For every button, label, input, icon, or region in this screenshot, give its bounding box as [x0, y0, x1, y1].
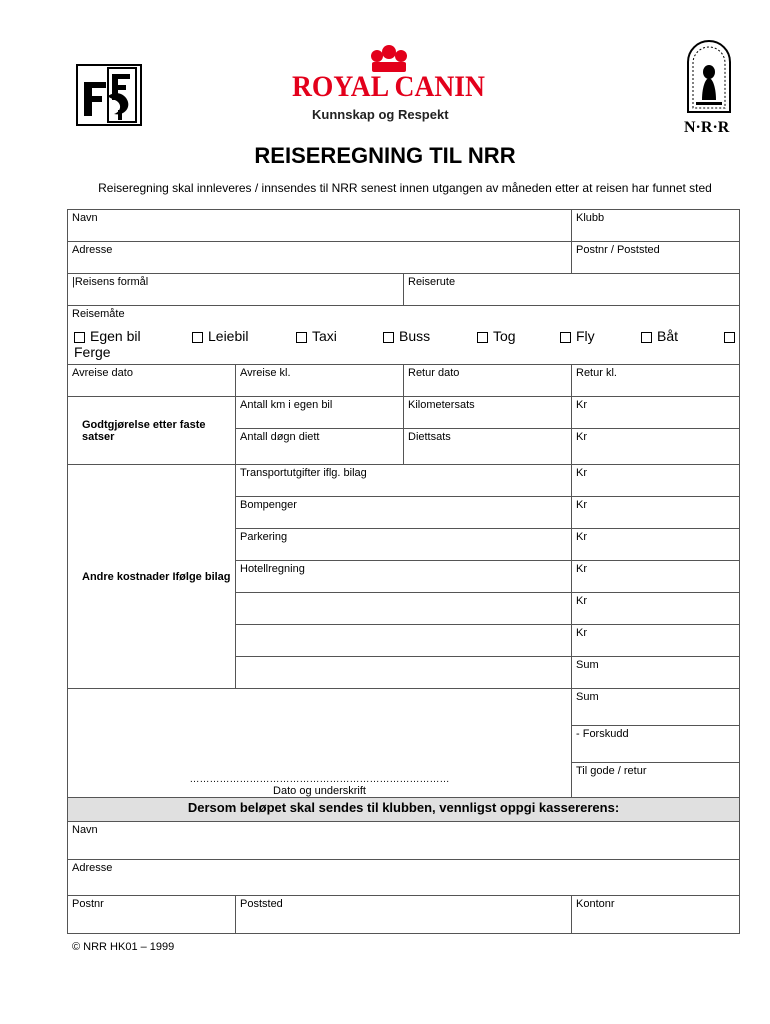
mode-leiebil[interactable]: Leiebil: [192, 328, 248, 344]
other-costs-label: Andre kostnader Ifølge bilag: [68, 465, 236, 689]
km-rate-field[interactable]: Kilometersats: [404, 397, 572, 429]
mode-taxi[interactable]: Taxi: [296, 328, 337, 344]
mode-buss[interactable]: Buss: [383, 328, 430, 344]
mode-fly[interactable]: Fly: [560, 328, 595, 344]
cost-item[interactable]: [236, 625, 572, 657]
checkbox[interactable]: [296, 332, 307, 343]
treasurer-poststed-field[interactable]: Poststed: [236, 896, 572, 934]
forskudd-field[interactable]: - Forskudd: [572, 726, 740, 763]
page-title: REISEREGNING TIL NRR: [254, 143, 516, 168]
til-gode-field[interactable]: Til gode / retur: [572, 763, 740, 798]
klubb-field[interactable]: Klubb: [572, 210, 740, 242]
cost-item[interactable]: Parkering: [236, 529, 572, 561]
signature-line: ……………………………………………………………………: [189, 774, 450, 785]
treasurer-adresse-field[interactable]: Adresse: [68, 860, 740, 896]
adresse-field[interactable]: Adresse: [68, 242, 572, 274]
fixed-rates-label: Godtgjørelse etter faste satser: [68, 397, 236, 465]
mode-ferge-label: Ferge: [74, 344, 111, 360]
km-field[interactable]: Antall km i egen bil: [236, 397, 404, 429]
royal-canin-tagline: Kunnskap og Respekt: [312, 107, 449, 122]
intro-text: Reiseregning skal innleveres / innsendes til NRR senest innen utgangen av måneden etter at reisen har funnet sted: [98, 181, 712, 195]
diet-amount-field[interactable]: Kr: [572, 429, 740, 465]
cost-amount[interactable]: Kr: [572, 497, 740, 529]
other-costs-sum[interactable]: Sum: [572, 657, 740, 689]
postnr-poststed-field[interactable]: Postnr / Poststed: [572, 242, 740, 274]
cost-amount[interactable]: Kr: [572, 529, 740, 561]
reisens-formal-field[interactable]: |Reisens formål: [68, 274, 404, 306]
mode-bat[interactable]: Båt: [641, 328, 678, 344]
cost-item[interactable]: [236, 593, 572, 625]
retur-dato-field[interactable]: Retur dato: [404, 365, 572, 397]
total-sum[interactable]: Sum: [572, 689, 740, 726]
cost-item[interactable]: Bompenger: [236, 497, 572, 529]
cost-item[interactable]: Transportutgifter iflg. bilag: [236, 465, 572, 497]
signature-area[interactable]: [68, 689, 572, 798]
avreise-kl-field[interactable]: Avreise kl.: [236, 365, 404, 397]
fcf-logo-icon: [76, 64, 142, 126]
treasurer-heading: Dersom beløpet skal sendes til klubben, vennligst oppgi kassererens:: [68, 798, 740, 822]
cost-amount[interactable]: Kr: [572, 465, 740, 497]
diet-rate-field[interactable]: Diettsats: [404, 429, 572, 465]
checkbox[interactable]: [74, 332, 85, 343]
mode-tog[interactable]: Tog: [477, 328, 516, 344]
navn-field[interactable]: Navn: [68, 210, 572, 242]
nrr-seal-icon: [684, 38, 734, 114]
treasurer-kontonr-field[interactable]: Kontonr: [572, 896, 740, 934]
days-field[interactable]: Antall døgn diett: [236, 429, 404, 465]
travel-expense-form: [67, 209, 740, 934]
cost-item[interactable]: Hotellregning: [236, 561, 572, 593]
cost-item: [236, 657, 572, 689]
royal-canin-logo: ROYAL CANIN: [292, 70, 485, 103]
checkbox-ferge[interactable]: [724, 332, 735, 343]
checkbox[interactable]: [641, 332, 652, 343]
nrr-logo-text: N·R·R: [684, 119, 730, 136]
treasurer-navn-field[interactable]: Navn: [68, 822, 740, 860]
checkbox[interactable]: [192, 332, 203, 343]
km-amount-field[interactable]: Kr: [572, 397, 740, 429]
cost-amount[interactable]: Kr: [572, 561, 740, 593]
reiserute-field[interactable]: Reiserute: [404, 274, 740, 306]
retur-kl-field[interactable]: Retur kl.: [572, 365, 740, 397]
checkbox[interactable]: [383, 332, 394, 343]
avreise-dato-field[interactable]: Avreise dato: [68, 365, 236, 397]
mode-egen-bil[interactable]: Egen bil: [74, 328, 141, 344]
signature-label: Dato og underskrift: [273, 785, 366, 797]
footer-copyright: © NRR HK01 – 1999: [72, 941, 175, 953]
cost-amount[interactable]: Kr: [572, 625, 740, 657]
treasurer-postnr-field[interactable]: Postnr: [68, 896, 236, 934]
checkbox[interactable]: [477, 332, 488, 343]
reisemate-section: Reisemåte Egen bil Leiebil Taxi Buss Tog Fly Båt Ferge: [68, 306, 740, 365]
cost-amount[interactable]: Kr: [572, 593, 740, 625]
checkbox[interactable]: [560, 332, 571, 343]
